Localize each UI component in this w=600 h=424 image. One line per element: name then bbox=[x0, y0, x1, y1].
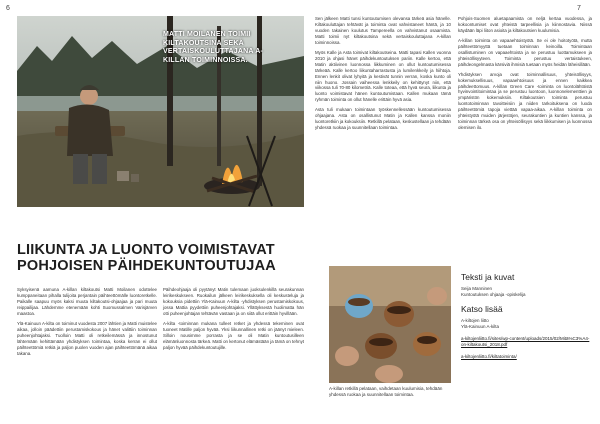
photo-caption: MATTI MOILANEN TOIMII KILTAKOUTSINA SEKÄ VERTAISKOULUTTAJANA A-KILLAN TOIMINNOISSA. bbox=[163, 31, 264, 64]
author-role: Kuntoutuksen ohjaaja -opiskelija bbox=[461, 292, 526, 297]
author-name: Seija Manninen bbox=[461, 286, 493, 291]
title-line: POHJOISEN PÄIHDEKUNTOUTUJAA bbox=[17, 258, 276, 274]
photo-caption: A-killan retkillä pelataan, vaihdetaan kuulumisia, tehdään yhdessä ruokaa ja suunnitellaan toimintaa. bbox=[329, 386, 443, 397]
paragraph: Yhdistyksen arvoja ovat toiminnallisuus, yhteisöllisyys, kokemuksellisuus, vapaaehtoisuus ja ennen kaikkea päihdeettomuus. A-killan Green Care -toiminta on luontolähtöistä hyvinvointitoimintaa ja se perustuu luontoon, luonnonelementtien ja ympäristön kokemuksiin. Kiltakoutsien toiminta perustuu luontotoiminnan tavoitteisiin ja niiden tarkoituksena on luoda päihteettömiä tapoja viettää vapaa-aikaa. A-killan toiminta on yhteistyötä muiden järjestöjen, seurakuntien ja kuntien kanssa, ja toiminnan tärkeä osa on yhteisöllisyys sekä liikkumisen ja luonnossa olemisen ilo. bbox=[458, 71, 592, 131]
body-column-1 bbox=[17, 287, 157, 360]
reference-link[interactable]: a-kiltojenliitto.fi/sites/wp-content/uploads/2015/02/Mitä%C3%A4-on-kiltakoutsi_2018.pdf bbox=[461, 336, 590, 347]
page-number-left: 6 bbox=[6, 5, 10, 12]
org-name: Ylä-Kainuun A-kilta bbox=[461, 324, 500, 329]
paragraph: Asta tuli mukaan toimintaan työskennellessään kuntoutumisessa ohjaajana. Asta on osallistunut Matin ja Kallen kanssa moniin luontoretkiin ja kokouksiin. Retkillä pelataan, keskustellaan ja tehdään yhdessä ruokaa ja suunnitellaan toimintaa. bbox=[315, 107, 451, 131]
paragraph: A-killan toiminta on vapaaehtoistyötä. Se ei ole hoitotyötä, mutta päihteettömyyttä tuetaan toiminnan keinoilla. Toimintaan osallistuminen on vapaaehtoista ja se perustuu luottamukseen ja yhteisöllisyyteen. Toiminta perustuu vertaistukeen, päihdeongelmasta kärsiviä ihmisiä tuetaan myös heidän läheisillään. bbox=[458, 37, 592, 67]
org-name: A-kiltojen liitto bbox=[461, 318, 489, 323]
sidebar-info bbox=[461, 272, 593, 360]
paragraph: Sen jälkeen Matti tunsi kuntoutumisen olevansa tärkeä asia hänelle. Kiltakouluttajan tehtävät ja toiminta ovat vahvistaneet häntä, ja 10 vuoden takainen koulutus Tampereella on vahvistanut osaamista. Matti toimii nyt kiltakoutsina sekä vertaiskouluttajana A-killan toiminnoissa. bbox=[315, 16, 451, 45]
title-line: LIIKUNTA JA LUONTO VOIMISTAVAT bbox=[17, 242, 275, 258]
body-column-4 bbox=[458, 16, 592, 135]
paragraph: A-kilta -toiminnan mukana tulleet retket ja yhdessä tekeminen ovat tuoneet Matille paljon hyvää. Yksi liikunnallinen retki on jäänyt mieleen. Silloin nousimme porrasta ja se oli Matin kuntoutusilleen elämänluonnosta tärkeä. Matti on kertonut elämästään ja tämä on tehnyt paljon hyvää päihdekuntoutujille. bbox=[163, 320, 304, 350]
body-column-2 bbox=[163, 287, 304, 355]
body-column-3 bbox=[315, 16, 451, 135]
paragraph: Päihdeohjaaja oli pyytänyt Matin tulemaan juoksulenkillä seurakunnan leirikeskukseen. Ruokailun jälkeen leirikeskuksella oli keskusteluja ja kokouksia pidettiin Ylä-Kainuun A-kilta -yhdistyksen perustamiskokous, jossa Mattia pyydettiin puheenjohtajaksi. Yllättyksestä huolimatta hän otti puheenjohtajan tehtävän vastaan ja on siitä ollut erittäin hyvillään. bbox=[163, 287, 304, 316]
reference-link[interactable]: a-kiltojenliitto.fi/kiltatoiminta/ bbox=[461, 354, 517, 359]
paragraph: Ylä-Kainuun A-kilta on toiminut vuodesta 2007 lähtien ja Matti muistelee aikaa, jolloin päädettiin perustamiskokous ja hänet valittiin toiminnan puheenjohtajaksi. Tuolloin Matti oli retkeilemässä ja innostunut lähtemään kehittämään yhdistyksen toimintaa, koska kerran ei ollut päihteettömiä retkiä ja paljon puolen vuoden ajan päihteettömänä aikaa takana. bbox=[17, 320, 157, 356]
paragraph: Myös Kalle ja Asta toimivat kiltakoutseina. Matti tapasi Kallen vuonna 2010 ja ohjasi hänet päihdekuntoutuksen pariin. Kalle kertoo, että Matin aktiivinen luonnossa liikkuminen on ollut kuntoutumisessa tärkeää. Kalle kertoo liikuntaharrastusta ja lumilenkkeily ja hiihtoja. Ennen lenkit olivat lyhyitä ja kestivät tunnin verran, koska kunto oli niin huono. Jossain vaiheessa lenkkeily on kehittynyt niin, että viikossa tuli 70-80 kilometriä. Kalle toteaa, että hyvä seura, liikunta ja luonto voimistavat hänen kuntoutumistaan. Kallen mukaan tämä ryhmän toiminta on ollut hänelle erittäin hyvä asia. bbox=[315, 49, 451, 103]
page-number-right: 7 bbox=[577, 5, 581, 12]
paragraph: Syksyisenä aamuna A-killan kiltakoutsi Matti Moilanen odottelee kumppaneitaan pihalla tulijoita perjantain päihteettömälle luontoretkelle. Paikalle saapuu myös kaksi muuta kiltakoutsi-ohjaajaa ja pari muuta reippailijaa. Lähdemme etenemään kohti Suomussalmen Varisjärven maastoa. bbox=[17, 287, 157, 316]
paragraph: Pohjois-Suomen aluetapaamista on neljä kertaa vuodessa, ja kokoontumiset ovat yhteistä tarpeellisia ja kiinnostavia. Niissä käydään läpi liiton asioita ja kiltakoutsien kuulumisia. bbox=[458, 16, 592, 33]
coffee-cups-photo bbox=[329, 266, 451, 383]
more-info-heading: Katso lisää bbox=[461, 304, 503, 314]
credits-heading: Teksti ja kuvat bbox=[461, 272, 515, 282]
article-title bbox=[17, 242, 307, 274]
